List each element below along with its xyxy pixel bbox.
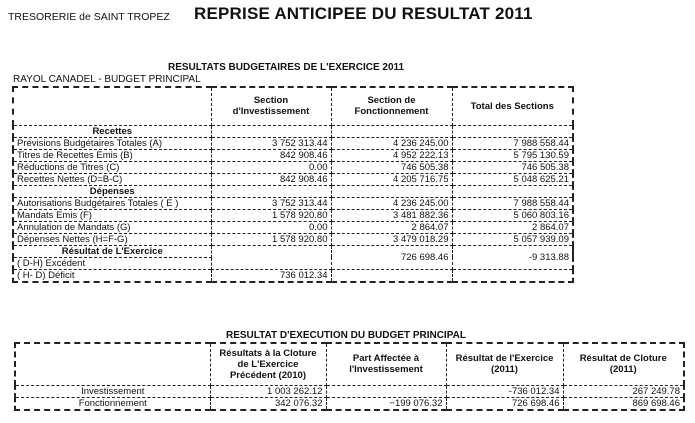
resultat-exercice-value: -736 012.34 [446,385,563,397]
blank-cell [331,125,452,137]
total-value: 7 988 558.44 [452,197,573,209]
section-heading-depenses: Dépenses [13,185,211,197]
table-row [15,385,684,397]
blank-cell [331,269,452,282]
column-header-part-affectee: Part Affectée à l'Investissement [326,343,446,385]
execution-results-table [14,342,685,411]
investissement-value: 3 752 313.44 [211,197,331,209]
section-heading-recettes: Recettes [13,125,211,137]
row-label: Fonctionnement [15,397,210,410]
table-row [13,233,573,245]
fonctionnement-value: 3 479 018.29 [331,233,452,245]
column-header-investissement: Section d'Investissement [211,87,331,125]
investissement-value: 842 908.46 [211,173,331,185]
budget-results-title: RESULTATS BUDGETAIRES DE L'EXERCICE 2011 [168,62,405,73]
row-label: Recettes Nettes (D=B-C) [13,173,211,185]
organization-name: TRESORERIE de SAINT TROPEZ [8,11,170,23]
investissement-value: 0.00 [211,221,331,233]
investissement-value: 1 578 920.80 [211,233,331,245]
blank-cell [211,125,331,137]
total-value: 2 864.07 [452,221,573,233]
table-row [13,161,573,173]
header-blank [13,87,211,125]
excedent-total-value: -9 313.88 [452,245,573,269]
table-row [13,137,573,149]
column-header-resultat-cloture: Résultat de Cloture (2011) [563,343,684,385]
deficit-label: ( H- D) Déficit [13,269,211,282]
table-row [13,221,573,233]
blank-cell [452,269,573,282]
fonctionnement-value: 4 952 222.13 [331,149,452,161]
investissement-value: 0.00 [211,161,331,173]
page-title: REPRISE ANTICIPEE DU RESULTAT 2011 [194,4,533,23]
row-label: Titres de Recettes Emis (B) [13,149,211,161]
section-heading-resultat: Résultat de L'Exercice [13,245,211,257]
row-label: Investissement [15,385,210,397]
total-value: 746 505.38 [452,161,573,173]
table-header-row [13,87,573,125]
total-value: 7 988 558.44 [452,137,573,149]
investissement-value: 842 908.46 [211,149,331,161]
fonctionnement-value: 4 205 716.75 [331,173,452,185]
row-label: Prévisions Budgétaires Totales (A) [13,137,211,149]
investissement-value: 3 752 313.44 [211,137,331,149]
table-row [15,397,684,410]
column-header-total: Total des Sections [452,87,573,125]
header-blank [15,343,210,385]
blank-cell [452,185,573,197]
fonctionnement-value: 2 864.07 [331,221,452,233]
resultat-exercice-value: 726 698.46 [446,397,563,410]
row-label: Réductions de Titres (C) [13,161,211,173]
blank-cell [452,125,573,137]
table-row [13,149,573,161]
column-header-resultat-exercice: Résultat de l'Exercice (2011) [446,343,563,385]
excedent-label: ( D-H) Excédent [13,257,211,269]
cloture-precedent-value: 1 003 262.12 [210,385,326,397]
total-value: 5 795 130.59 [452,149,573,161]
column-header-fonctionnement: Section de Fonctionnement [331,87,452,125]
blank-cell [331,185,452,197]
table-row [13,173,573,185]
column-header-cloture-precedent: Résultats à la Cloture de L'Exercice Précédent (2010) [210,343,326,385]
row-label: Dépenses Nettes (H=F-G) [13,233,211,245]
fonctionnement-value: 3 481 882.36 [331,209,452,221]
cloture-precedent-value: 342 076.32 [210,397,326,410]
investissement-value: 1 578 920.80 [211,209,331,221]
section-row-recettes [13,125,573,137]
resultat-cloture-value: 869 698.46 [563,397,684,410]
total-value: 5 060 803.16 [452,209,573,221]
budget-name: RAYOL CANADEL - BUDGET PRINCIPAL [13,74,201,85]
row-label: Annulation de Mandats (G) [13,221,211,233]
table-row-deficit [13,269,573,282]
total-value: 5 057 939.09 [452,233,573,245]
section-row-depenses [13,185,573,197]
section-row-resultat [13,245,573,257]
blank-cell [211,185,331,197]
fonctionnement-value: 746 505.38 [331,161,452,173]
deficit-investissement-value: 736 012.34 [211,269,331,282]
row-label: Mandats Emis (F) [13,209,211,221]
table-row [13,197,573,209]
resultat-cloture-value: 267 249.78 [563,385,684,397]
fonctionnement-value: 4 236 245.00 [331,137,452,149]
part-affectee-value [326,385,446,397]
budget-results-table [12,86,574,283]
total-value: 5 048 625.21 [452,173,573,185]
fonctionnement-value: 4 236 245.00 [331,197,452,209]
table-row [13,209,573,221]
row-label: Autorisations Budgétaires Totales ( E ) [13,197,211,209]
blank-cell [211,245,331,269]
part-affectee-value: −199 076.32 [326,397,446,410]
excedent-fonctionnement-value: 726 698.46 [331,245,452,269]
table-header-row [15,343,684,385]
execution-table-title: RESULTAT D'EXECUTION DU BUDGET PRINCIPAL [226,330,466,341]
